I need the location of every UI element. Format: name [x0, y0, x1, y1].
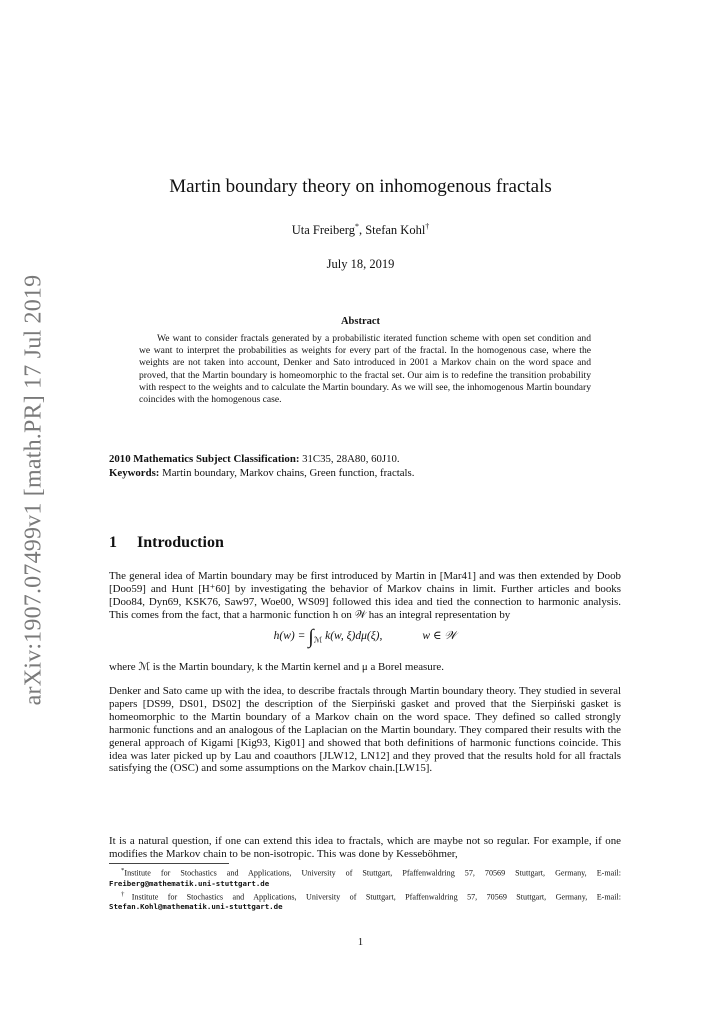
- classification-block: [109, 453, 621, 480]
- author-name: Uta Freiberg: [291, 223, 355, 238]
- section-title: Introduction: [137, 534, 224, 551]
- footnote-mark: *: [121, 867, 125, 874]
- keywords-label: Keywords:: [109, 466, 160, 479]
- msc-line: [109, 453, 621, 467]
- email-link[interactable]: Freiberg@mathematik.uni-stuttgart.de: [109, 878, 270, 888]
- footnotes: [109, 866, 621, 913]
- section-heading: [109, 534, 224, 552]
- integral-domain: ℳ: [313, 635, 323, 645]
- abstract-body: [139, 333, 591, 406]
- footnote-text: Institute for Stochastics and Applications, University of Stuttgart, Pfaffenwaldring 57, 70569 Stuttgart, Germany, E-mail:: [124, 868, 621, 878]
- equation-lhs: h(w) =: [273, 630, 309, 642]
- paper-title: Martin boundary theory on inhomogenous fractals: [169, 176, 552, 197]
- keywords-line: [109, 467, 621, 481]
- author-line: [0, 222, 721, 238]
- arxiv-identifier: [14, 274, 54, 706]
- section-number: 1: [109, 534, 117, 551]
- footnote-text: Institute for Stochastics and Applications, University of Stuttgart, Pfaffenwaldring 57, 70569 Stuttgart, Germany, E-mail:: [131, 892, 621, 902]
- author-name: Stefan Kohl: [365, 223, 426, 238]
- paragraph: The general idea of Martin boundary may be first introduced by Martin in [Mar41] and was then extended by Doob [Doo59] and Hunt [H⁺60] by investigating the behavior of Markov chains in limit. Further articles and books [Doo84, Dyn69, KSK76, Saw97, Woe00, WS09] followed this idea and tied the connection to harmonic analysis. This comes from the fact, that a harmonic function h on 𝒲 has an integral representation by: [109, 570, 621, 621]
- equation: [109, 626, 621, 649]
- equation-condition: w ∈ 𝒲: [422, 630, 457, 642]
- paragraph: It is a natural question, if one can extend this idea to fractals, which are maybe not so regular. For example, if one modifies the Markov chain to be non-isotropic. This was done by Kesseböhmer,: [109, 835, 621, 860]
- email-link[interactable]: Stefan.Kohl@mathematik.uni-stuttgart.de: [109, 902, 283, 912]
- keywords-value: Martin boundary, Markov chains, Green function, fractals.: [159, 466, 415, 479]
- page-number: 1: [357, 937, 364, 948]
- arxiv-identifier-text: arXiv:1907.07499v1 [math.PR] 17 Jul 2019: [20, 274, 47, 706]
- paragraph: Denker and Sato came up with the idea, to describe fractals through Martin boundary theory. They studied in several papers [DS99, DS01, DS02] the description of the Sierpiński gasket and proved that the Sierpiński gasket is homeomorphic to the Martin boundary of a Markov chain on the word space. They defined so called strongly harmonic functions and an analogous of the Laplacian on the Martin boundary. They compared their results with the general approach of Kigami [Kig93, Kig01] and showed that both definitions of harmonic functions coincide. This idea was later picked up by Lau and coauthors [JLW12, LN12] and they proved that the results hold for all fractals satisfying the (OSC) and some assumptions on the Markov chain.[LW15].: [109, 685, 621, 775]
- abstract-heading: Abstract: [340, 316, 381, 327]
- footnote: [109, 866, 621, 889]
- paper-date: July 18, 2019: [326, 257, 395, 271]
- author-separator: ,: [358, 223, 366, 238]
- equation-integrand: k(w, ξ)dμ(ξ),: [322, 630, 383, 642]
- footnote-mark[interactable]: †: [425, 222, 430, 231]
- footnote-rule: [109, 863, 229, 864]
- msc-value: 31C35, 28A80, 60J10.: [299, 453, 400, 465]
- footnote-mark[interactable]: *: [354, 222, 359, 231]
- paragraph: where ℳ is the Martin boundary, k the Martin kernel and μ a Borel measure.: [109, 661, 444, 673]
- msc-label: 2010 Mathematics Subject Classification:: [109, 453, 300, 465]
- abstract-text: We want to consider fractals generated by a probabilistic iterated function scheme with open set condition and we want to interpret the probabilities as weights for every part of the fractal. In the homogenous case, where the weights are not taken into account, Denker and Sato introduced in 2001 a Markov chain on the word space and proved, that the Martin boundary is homeomorphic to the fractal set. Our aim is to redefine the transition probability with respect to the weights and to calculate the Martin boundary. As we will see, the inhomogenous Martin boundary coincides with the homogenous case.: [139, 333, 591, 406]
- footnote: [109, 890, 621, 913]
- footnote-mark: †: [121, 890, 132, 898]
- integral-sign: ∫: [308, 626, 314, 648]
